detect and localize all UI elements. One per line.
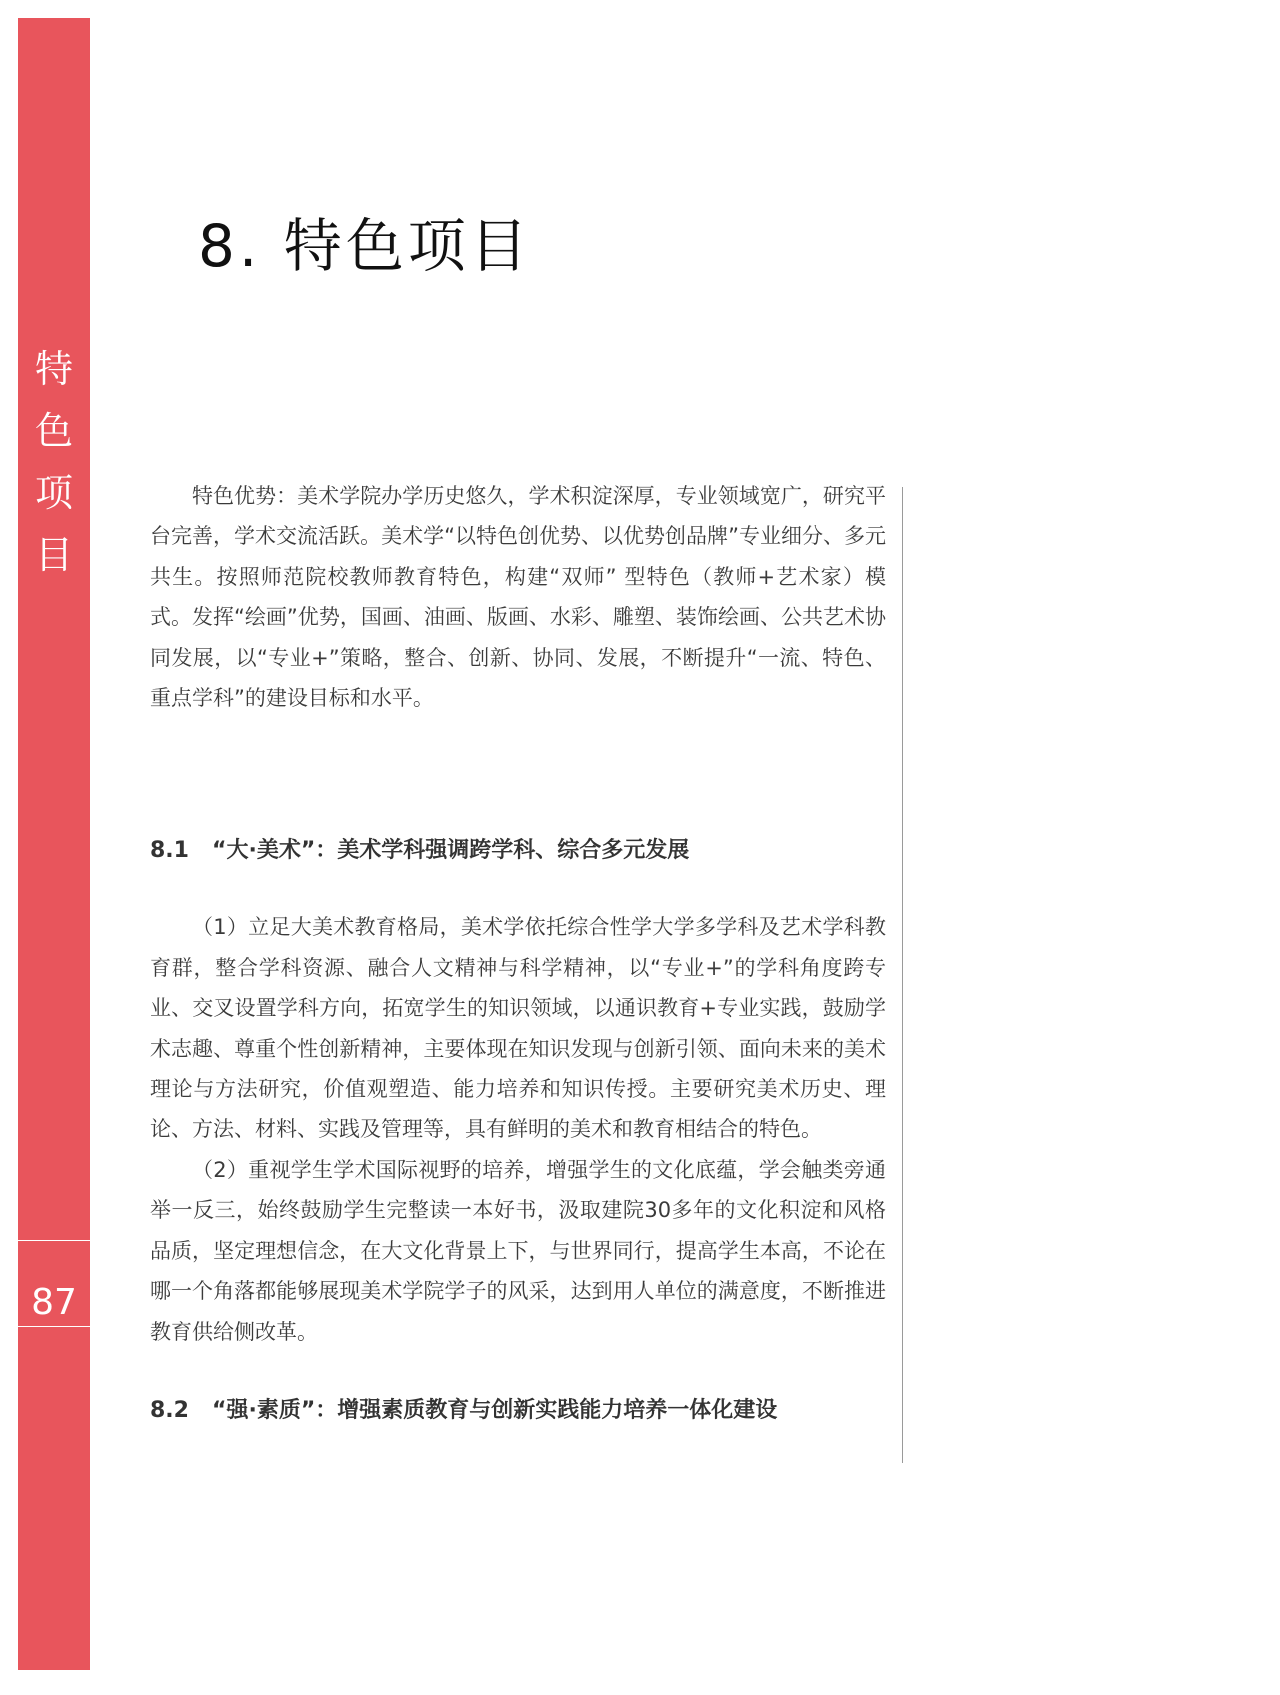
- main-content: [150, 476, 886, 1431]
- section-heading: [150, 831, 886, 871]
- chapter-sidebar: [18, 18, 90, 1670]
- section-title: “大·美术”：美术学科强调跨学科、综合多元发展: [212, 838, 690, 864]
- intro-paragraph: 特色优势：美术学院办学历史悠久，学术积淀深厚，专业领域宽广，研究平台完善，学术交流活跃。美术学“以特色创优势、以优势创品牌”专业细分、多元共生。按照师范院校教师教育特色，构建“双师” 型特色（教师+艺术家）模式。发挥“绘画”优势，国画、油画、版画、水彩、雕塑、装饰绘画、公共艺术协同发展，以“专业+”策略，整合、创新、协同、发展，不断提升“一流、特色、重点学科”的建设目标和水平。: [150, 484, 886, 711]
- section-number: 8.2: [150, 1397, 189, 1423]
- section-paragraph: （2）重视学生学术国际视野的培养，增强学生的文化底蕴，学会触类旁通举一反三，始终鼓励学生完整读一本好书，汲取建院30多年的文化积淀和风格品质，坚定理想信念，在大文化背景上下，与世界同行，提高学生本高，不论在哪一个角落都能够展现美术学院学子的风采，达到用人单位的满意度，不断推进教育供给侧改革。: [150, 1157, 886, 1344]
- page-number: 87: [31, 1282, 77, 1323]
- page-number-top-rule: [18, 1240, 90, 1241]
- sidebar-title-char: 项: [34, 471, 73, 515]
- section-title: “强·素质”：增强素质教育与创新实践能力培养一体化建设: [212, 1397, 778, 1423]
- section-paragraph: （1）立足大美术教育格局，美术学依托综合性学大学多学科及艺术学科教育群，整合学科资源、融合人文精神与科学精神，以“专业+”的学科角度跨专业、交叉设置学科方向，拓宽学生的知识领域，以通识教育+专业实践，鼓励学术志趣、尊重个性创新精神，主要体现在知识发现与创新引领、面向未来的美术理论与方法研究，价值观塑造、能力培养和知识传授。主要研究美术历史、理论、方法、材料、实践及管理等，具有鲜明的美术和教育相结合的特色。: [150, 915, 886, 1142]
- sidebar-title-char: 特: [34, 347, 73, 391]
- sidebar-title-char: 色: [34, 409, 73, 453]
- column-divider: [902, 487, 903, 1463]
- section-number: 8.1: [150, 838, 189, 864]
- chapter-title: 8. 特色项目: [198, 212, 532, 280]
- sidebar-title-char: 目: [34, 533, 73, 577]
- sidebar-chapter-title: [18, 338, 90, 586]
- page-number-bottom-rule: [18, 1326, 90, 1327]
- section-heading: [150, 1391, 886, 1431]
